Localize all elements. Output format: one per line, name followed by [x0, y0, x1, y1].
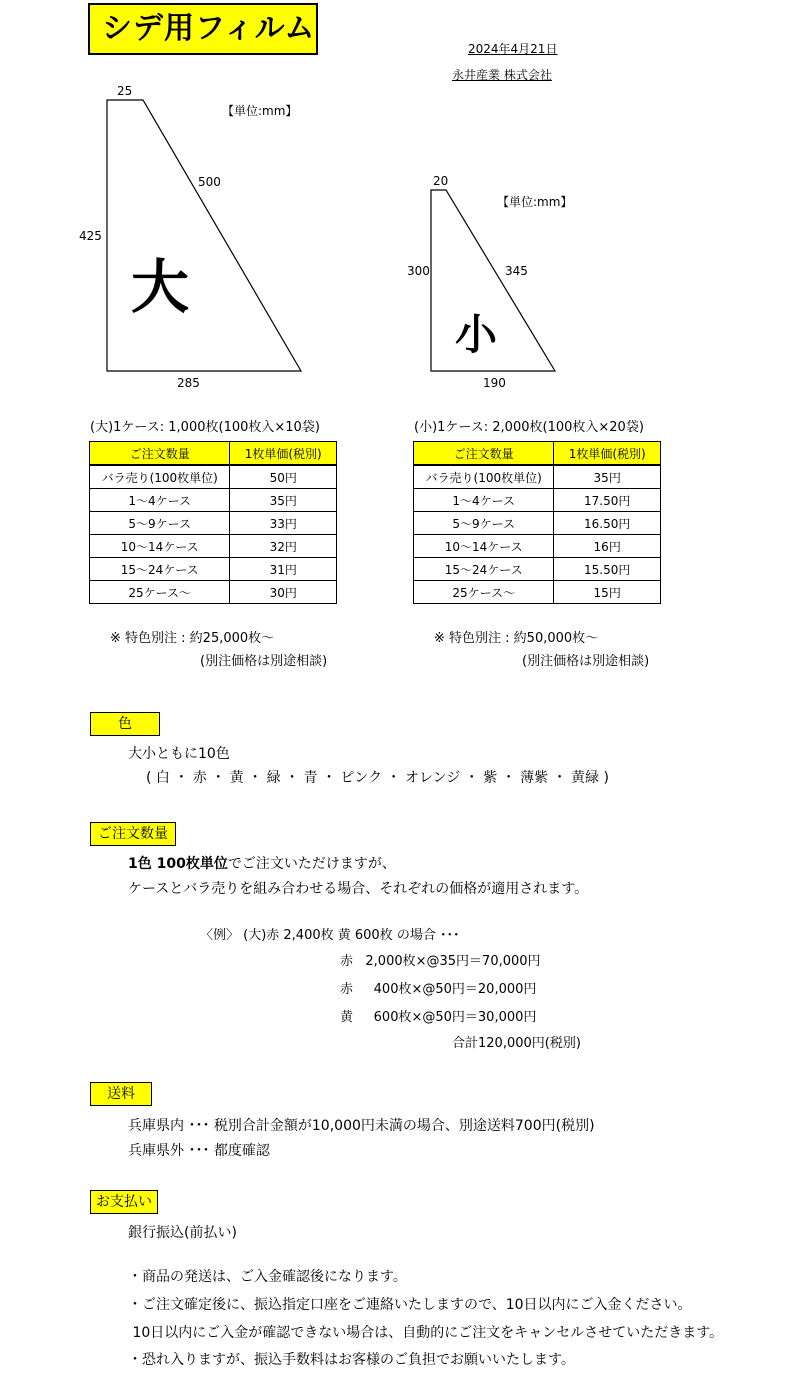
qty-cell: 15～24ケース — [414, 558, 554, 581]
qty-cell: 1～4ケース — [90, 489, 230, 512]
table-row — [414, 558, 661, 581]
order-pricing-text: ケースとバラ売りを組み合わせる場合、それぞれの価格が適用されます。 — [128, 881, 589, 897]
color-section-label: 色 — [90, 712, 160, 736]
payment-method-text: 銀行振込(前払い) — [128, 1225, 237, 1241]
order-example-heading: 〈例〉 (大)赤 2,400枚 黄 600枚 の場合 ･･･ — [200, 928, 460, 943]
qty-cell: バラ売り(100枚単位) — [90, 465, 230, 489]
qty-header: ご注文数量 — [90, 442, 230, 466]
order-example-calc-2: 赤 400枚×@50円＝20,000円 — [340, 982, 537, 997]
page-title: シデ用フィルム — [88, 3, 318, 55]
color-count-text: 大小ともに10色 — [128, 746, 230, 762]
table-row — [90, 465, 337, 489]
large-case-info: (大)1ケース: 1,000枚(100枚入×10袋) — [90, 420, 320, 435]
large-unit-label: 【単位:mm】 — [222, 104, 298, 118]
qty-cell: 15～24ケース — [90, 558, 230, 581]
table-row — [414, 535, 661, 558]
large-dim-top: 25 — [117, 84, 133, 98]
small-case-info: (小)1ケース: 2,000枚(100枚入×20袋) — [414, 420, 644, 435]
price-header: 1枚単価(税別) — [554, 442, 661, 466]
price-cell: 33円 — [230, 512, 337, 535]
order-unit-text — [128, 853, 396, 873]
large-special-order-note: ※ 特色別注 : 約25,000枚～ — [110, 631, 275, 646]
table-row — [414, 512, 661, 535]
small-price-table — [413, 441, 661, 604]
price-cell: 16円 — [554, 535, 661, 558]
large-film-shape — [107, 100, 301, 371]
large-size-label: 大 — [131, 253, 190, 321]
qty-cell: 25ケース～ — [414, 581, 554, 604]
table-row — [414, 581, 661, 604]
qty-cell: 5～9ケース — [90, 512, 230, 535]
large-special-order-subnote: (別注価格は別途相談) — [200, 654, 328, 669]
shipping-outside-hyogo-text: 兵庫県外 ･･･ 都度確認 — [128, 1143, 270, 1159]
payment-note-shipping: ・商品の発送は、ご入金確認後になります。 — [128, 1269, 407, 1285]
table-row — [414, 465, 661, 489]
large-dim-hypotenuse: 500 — [198, 175, 221, 189]
table-row — [414, 489, 661, 512]
price-cell: 31円 — [230, 558, 337, 581]
qty-cell: 5～9ケース — [414, 512, 554, 535]
shipping-in-hyogo-text: 兵庫県内 ･･･ 税別合計金額が10,000円未満の場合、別途送料700円(税別) — [128, 1118, 595, 1134]
qty-cell: 10～14ケース — [414, 535, 554, 558]
order-unit-rest: でご注文いただけますが、 — [227, 856, 396, 872]
qty-cell: 1～4ケース — [414, 489, 554, 512]
price-cell: 16.50円 — [554, 512, 661, 535]
small-special-order-note: ※ 特色別注 : 約50,000枚～ — [434, 631, 599, 646]
payment-note-cancel: 10日以内にご入金が確認できない場合は、自動的にご注文をキャンセルさせていただきます。 — [128, 1325, 724, 1341]
table-header-row — [414, 442, 661, 466]
small-dim-hypotenuse: 345 — [505, 264, 528, 278]
shipping-section-label: 送料 — [90, 1082, 152, 1106]
color-list-text: ( 白 ・ 赤 ・ 黄 ・ 緑 ・ 青 ・ ピンク ・ オレンジ ・ 紫 ・ 薄紫 ・ 黄緑 ) — [146, 770, 609, 786]
small-special-order-subnote: (別注価格は別途相談) — [522, 654, 650, 669]
price-cell: 32円 — [230, 535, 337, 558]
payment-note-account: ・ご注文確定後に、振込指定口座をご連絡いたしますので、10日以内にご入金ください。 — [128, 1297, 692, 1313]
small-dim-top: 20 — [433, 174, 449, 188]
price-cell: 35円 — [230, 489, 337, 512]
qty-cell: バラ売り(100枚単位) — [414, 465, 554, 489]
order-example-total: 合計120,000円(税別) — [452, 1036, 581, 1051]
price-cell: 15円 — [554, 581, 661, 604]
table-row — [90, 581, 337, 604]
company-name: 永井産業 株式会社 — [452, 68, 552, 82]
order-quantity-section-label: ご注文数量 — [90, 822, 176, 846]
small-dim-height: 300 — [407, 264, 430, 278]
document-date: 2024年4月21日 — [468, 42, 558, 56]
order-example-calc-1: 赤 2,000枚×@35円＝70,000円 — [340, 954, 541, 969]
small-unit-label: 【単位:mm】 — [497, 195, 573, 209]
price-cell: 35円 — [554, 465, 661, 489]
qty-cell: 10～14ケース — [90, 535, 230, 558]
table-header-row — [90, 442, 337, 466]
film-shapes-diagram — [0, 0, 800, 400]
table-row — [90, 512, 337, 535]
large-dim-bottom: 285 — [177, 376, 200, 390]
small-size-label: 小 — [455, 310, 498, 359]
qty-cell: 25ケース～ — [90, 581, 230, 604]
payment-note-fee: ・恐れ入りますが、振込手数料はお客様のご負担でお願いいたします。 — [128, 1352, 575, 1368]
price-header: 1枚単価(税別) — [230, 442, 337, 466]
large-dim-height: 425 — [79, 229, 102, 243]
qty-header: ご注文数量 — [414, 442, 554, 466]
price-cell: 50円 — [230, 465, 337, 489]
price-cell: 30円 — [230, 581, 337, 604]
large-price-table — [89, 441, 337, 604]
order-example-calc-3: 黄 600枚×@50円＝30,000円 — [340, 1010, 537, 1025]
table-row — [90, 558, 337, 581]
small-dim-bottom: 190 — [483, 376, 506, 390]
table-row — [90, 535, 337, 558]
price-cell: 17.50円 — [554, 489, 661, 512]
payment-section-label: お支払い — [90, 1190, 158, 1214]
order-unit-bold: 1色 100枚単位 — [128, 856, 228, 872]
price-cell: 15.50円 — [554, 558, 661, 581]
table-row — [90, 489, 337, 512]
